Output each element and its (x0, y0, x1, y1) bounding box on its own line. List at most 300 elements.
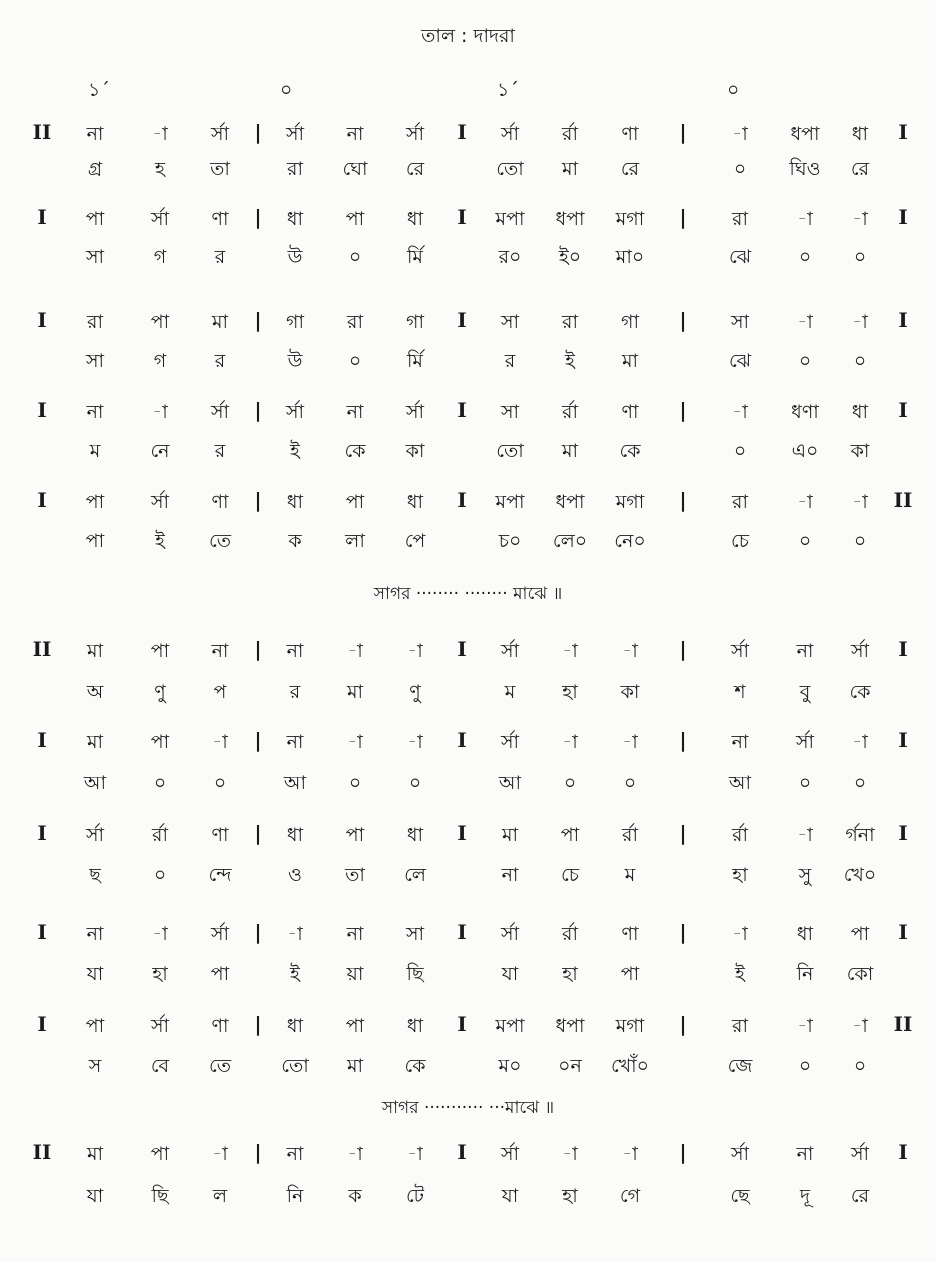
lyric-cell: ০ (348, 772, 362, 794)
lyric-cell: ০ (408, 772, 422, 794)
swara-cell: রা (347, 311, 363, 333)
lyric-cell: ০ (733, 440, 747, 462)
swara-cell: না (346, 123, 364, 145)
tal-mark: ১´ (497, 79, 519, 101)
swara-line (0, 637, 936, 673)
bar-line: | (679, 920, 687, 944)
lyric-cell: গে (619, 1185, 641, 1207)
swara-cell: রা (87, 311, 103, 333)
swara-cell: -া (852, 208, 868, 230)
bar-line: I (457, 920, 467, 944)
lyric-cell: পা (85, 530, 105, 552)
swara-cell: র্সা (85, 824, 105, 846)
lyric-cell: মা (346, 681, 364, 703)
lyric-cell: ছি (151, 1185, 169, 1207)
swara-cell: সা (500, 311, 520, 333)
swara-cell: ণা (621, 923, 639, 945)
lyric-cell: টে (405, 1185, 425, 1207)
lyric-cell: ই (290, 963, 300, 985)
swara-cell: র্সা (150, 491, 170, 513)
bar-line: I (37, 821, 47, 845)
swara-cell: পা (85, 1015, 105, 1037)
swara-cell: র্সা (500, 731, 520, 753)
lyric-cell: তা (210, 158, 230, 180)
lyric-cell: তে (209, 530, 231, 552)
swara-cell: না (346, 401, 364, 423)
tal-mark: ১´ (88, 79, 110, 101)
tal-markers (0, 76, 936, 106)
bar-line: I (457, 821, 467, 845)
swara-cell: র্সা (500, 1143, 520, 1165)
swara-cell: র্রা (562, 123, 578, 145)
lyric-cell: তো (281, 1055, 309, 1077)
lyric-cell: ক (348, 1185, 362, 1207)
bar-line: I (457, 120, 467, 144)
swara-cell: রা (732, 491, 748, 513)
swara-cell: ণা (211, 208, 229, 230)
swara-cell: না (286, 1143, 304, 1165)
bar-line: | (679, 308, 687, 332)
lyric-cell: র (214, 246, 226, 268)
swara-cell: পা (85, 491, 105, 513)
swara-line (0, 308, 936, 344)
lyric-cell: তো (496, 158, 524, 180)
swara-cell: সা (730, 311, 750, 333)
swara-cell: ধপা (555, 491, 585, 513)
lyric-cell: নি (796, 963, 814, 985)
lyric-cell: মা (561, 440, 579, 462)
lyric-cell: র্মি (407, 350, 423, 372)
lyric-cell: ছি (406, 963, 424, 985)
lyric-cell: য়া (346, 963, 364, 985)
lyric-cell: এ০ (791, 440, 819, 462)
lyric-cell: প (213, 681, 227, 703)
swara-cell: পা (560, 824, 580, 846)
lyric-cell: খে০ (843, 864, 877, 886)
swara-cell: রা (732, 208, 748, 230)
swara-cell: মগা (615, 208, 645, 230)
swara-cell: র্সা (210, 923, 230, 945)
swara-cell: ধা (851, 123, 869, 145)
lyric-cell: স (88, 1055, 102, 1077)
lyric-cell: লা (345, 530, 365, 552)
swara-line (0, 1140, 936, 1176)
lyric-cell: ম (89, 440, 101, 462)
swara-cell: ধা (406, 491, 424, 513)
swara-cell: ণা (211, 491, 229, 513)
bar-line: | (254, 120, 262, 144)
lyric-cell: গ (153, 246, 167, 268)
lyric-cell: র০ (498, 246, 522, 268)
swara-line (0, 120, 936, 156)
swara-cell: র্সা (405, 401, 425, 423)
swara-cell: -া (407, 731, 423, 753)
swara-cell: পা (150, 640, 170, 662)
lyric-line (0, 1182, 936, 1218)
lyric-cell: ০ (798, 246, 812, 268)
bar-line: I (898, 728, 908, 752)
swara-cell: -া (732, 401, 748, 423)
lyric-cell: ০ (153, 864, 167, 886)
lyric-line (0, 960, 936, 996)
swara-cell: র্রা (732, 824, 748, 846)
lyric-cell: রা (287, 158, 303, 180)
swara-cell: -া (562, 1143, 578, 1165)
lyric-cell: হা (562, 963, 578, 985)
swara-cell: র্সা (850, 1143, 870, 1165)
lyric-cell: র (289, 681, 301, 703)
swara-cell: মপা (495, 1015, 525, 1037)
bar-line: I (898, 920, 908, 944)
bar-line: | (254, 728, 262, 752)
swara-cell: মপা (495, 491, 525, 513)
swara-cell: রা (732, 1015, 748, 1037)
lyric-cell: ই০ (558, 246, 582, 268)
lyric-cell: ছ (89, 864, 101, 886)
swara-cell: ধা (406, 824, 424, 846)
swara-cell: না (796, 640, 814, 662)
bar-line: I (457, 728, 467, 752)
swara-cell: -া (152, 401, 168, 423)
lyric-cell: কে (619, 440, 641, 462)
swara-cell: না (346, 923, 364, 945)
bar-line: | (254, 637, 262, 661)
lyric-cell: নে০ (614, 530, 646, 552)
bar-line: I (898, 120, 908, 144)
lyric-cell: ল (212, 1185, 228, 1207)
bar-line: | (254, 308, 262, 332)
lyric-cell: নে (150, 440, 170, 462)
swara-line (0, 488, 936, 524)
swara-cell: না (286, 731, 304, 753)
lyric-cell: কো (846, 963, 874, 985)
bar-line: | (254, 1012, 262, 1036)
bar-line: | (254, 1140, 262, 1164)
swara-cell: -া (622, 1143, 638, 1165)
lyric-cell: ম০ (498, 1055, 522, 1077)
lyric-cell: ণু (409, 681, 421, 703)
lyric-cell: সা (85, 350, 105, 372)
lyric-cell: উ (287, 246, 303, 268)
bar-line: I (37, 488, 47, 512)
swara-cell: র্সা (285, 401, 305, 423)
lyric-cell: পা (620, 963, 640, 985)
swara-cell: -া (407, 1143, 423, 1165)
swara-cell: মা (211, 311, 229, 333)
swara-cell: -া (732, 123, 748, 145)
swara-cell: গা (406, 311, 424, 333)
swara-cell: পা (345, 824, 365, 846)
swara-cell: -া (562, 640, 578, 662)
swara-cell: মপা (495, 208, 525, 230)
lyric-cell: ০ (348, 246, 362, 268)
lyric-cell: ছে (730, 1185, 750, 1207)
lyric-cell: বু (799, 681, 811, 703)
swara-cell: -া (347, 1143, 363, 1165)
lyric-cell: নি (286, 1185, 304, 1207)
swara-cell: পা (345, 208, 365, 230)
lyric-cell: মা (621, 350, 639, 372)
lyric-cell: হ (155, 158, 165, 180)
lyric-cell: গ্র (87, 158, 103, 180)
lyric-cell: পে (404, 530, 426, 552)
lyric-cell: বে (150, 1055, 170, 1077)
lyric-cell: সু (798, 864, 812, 886)
swara-cell: -া (852, 491, 868, 513)
lyric-cell: ঘিও (789, 158, 821, 180)
swara-cell: ণা (211, 824, 229, 846)
swara-cell: ধপা (555, 1015, 585, 1037)
bar-line: I (457, 205, 467, 229)
swara-cell: -া (852, 1015, 868, 1037)
swara-cell: -া (212, 731, 228, 753)
lyric-cell: ম (504, 681, 516, 703)
swara-cell: গা (621, 311, 639, 333)
bar-line: I (37, 1012, 47, 1036)
bar-line: I (37, 728, 47, 752)
lyric-cell: কা (405, 440, 425, 462)
bar-line: | (254, 920, 262, 944)
lyric-cell: সা (85, 246, 105, 268)
lyric-cell: র্মি (407, 246, 423, 268)
lyric-cell: র (214, 440, 226, 462)
lyric-cell: মা (561, 158, 579, 180)
lyric-cell: কা (620, 681, 640, 703)
page-title: তাল : দাদরা (421, 25, 515, 47)
bar-line: I (457, 398, 467, 422)
lyric-cell: রে (620, 158, 640, 180)
lyric-line (0, 527, 936, 563)
lyric-line (0, 155, 936, 191)
bar-line: I (898, 821, 908, 845)
swara-cell: -া (152, 123, 168, 145)
lyric-cell: লে (404, 864, 426, 886)
swara-cell: না (86, 401, 104, 423)
swara-cell: ধা (286, 1015, 304, 1037)
lyric-line (0, 769, 936, 805)
bar-line: II (32, 1140, 52, 1164)
lyric-cell: র (504, 350, 516, 372)
swara-cell: র্সা (850, 640, 870, 662)
swara-cell: পা (150, 731, 170, 753)
swara-cell: -া (562, 731, 578, 753)
swara-cell: র্সা (285, 123, 305, 145)
swara-cell: ধণা (791, 401, 819, 423)
bar-line: | (679, 120, 687, 144)
swara-cell: মা (86, 731, 104, 753)
swara-cell: না (86, 923, 104, 945)
swara-cell: সা (405, 923, 425, 945)
lyric-cell: যা (501, 1185, 519, 1207)
bar-line: | (679, 1140, 687, 1164)
swara-cell: -া (407, 640, 423, 662)
swara-cell: পা (150, 311, 170, 333)
swara-cell: ধা (286, 208, 304, 230)
swara-cell: সা (500, 401, 520, 423)
swara-cell: -া (852, 731, 868, 753)
bar-line: I (37, 205, 47, 229)
swara-cell: ধপা (790, 123, 820, 145)
bar-line: I (898, 398, 908, 422)
lyric-cell: যা (501, 963, 519, 985)
swara-cell: -া (347, 640, 363, 662)
lyric-line (0, 243, 936, 279)
bar-line: | (679, 728, 687, 752)
swara-cell: র্রা (562, 401, 578, 423)
swara-cell: র্রা (622, 824, 638, 846)
swara-cell: র্রা (562, 923, 578, 945)
lyric-cell: ঝে (728, 350, 752, 372)
swara-cell: ধা (286, 491, 304, 513)
swara-cell: পা (85, 208, 105, 230)
swara-cell: মা (501, 824, 519, 846)
lyric-cell: চে (731, 530, 749, 552)
swara-cell: র্সা (210, 401, 230, 423)
lyric-cell: জে (727, 1055, 753, 1077)
swara-cell: র্সা (405, 123, 425, 145)
bar-line: | (679, 821, 687, 845)
bar-line: | (679, 637, 687, 661)
lyric-cell: ণু (154, 681, 166, 703)
swara-cell: ধা (286, 824, 304, 846)
lyric-cell: ০ (153, 772, 167, 794)
swara-cell: র্রা (152, 824, 168, 846)
lyric-cell: র (214, 350, 226, 372)
lyric-cell: ০ (348, 350, 362, 372)
bar-line: II (893, 488, 913, 512)
lyric-cell: কে (344, 440, 366, 462)
swara-cell: র্সা (500, 923, 520, 945)
swara-cell: পা (345, 1015, 365, 1037)
lyric-cell: হা (732, 864, 748, 886)
swara-cell: ণা (621, 123, 639, 145)
lyric-cell: ঘো (342, 158, 368, 180)
lyric-cell: কা (850, 440, 870, 462)
lyric-cell: আ (728, 772, 752, 794)
lyric-cell: গ (153, 350, 167, 372)
swara-cell: মা (86, 1143, 104, 1165)
swara-cell: মা (86, 640, 104, 662)
swara-cell: র্গনা (845, 824, 875, 846)
bar-line: II (32, 637, 52, 661)
bar-line: I (457, 308, 467, 332)
refrain-line: সাগর ··········· ···মাঝে ॥ (381, 1098, 555, 1118)
swara-cell: পা (345, 491, 365, 513)
bar-line: I (898, 1140, 908, 1164)
swara-cell: না (731, 731, 749, 753)
bar-line: I (898, 205, 908, 229)
lyric-cell: ০ (853, 246, 867, 268)
swara-cell: র্সা (210, 123, 230, 145)
lyric-cell: ০ (623, 772, 637, 794)
lyric-cell: কে (849, 681, 871, 703)
swara-cell: ণা (621, 401, 639, 423)
lyric-cell: ০ (853, 530, 867, 552)
swara-cell: ধা (406, 1015, 424, 1037)
swara-line (0, 728, 936, 764)
bar-line: | (254, 398, 262, 422)
bar-line: | (254, 821, 262, 845)
lyric-cell: হা (562, 681, 578, 703)
swara-line (0, 205, 936, 241)
swara-cell: -া (212, 1143, 228, 1165)
swara-cell: -া (797, 311, 813, 333)
swara-cell: -া (732, 923, 748, 945)
bar-line: I (37, 398, 47, 422)
lyric-cell: মা (346, 1055, 364, 1077)
lyric-cell: পা (210, 963, 230, 985)
lyric-cell: তো (496, 440, 524, 462)
bar-line: I (37, 920, 47, 944)
lyric-cell: চে (561, 864, 579, 886)
lyric-cell: তা (345, 864, 365, 886)
swara-cell: পা (150, 1143, 170, 1165)
swara-cell: র্সা (150, 1015, 170, 1037)
bar-line: I (457, 637, 467, 661)
bar-line: | (254, 488, 262, 512)
lyric-cell: হা (152, 963, 168, 985)
lyric-cell: ০ (213, 772, 227, 794)
swara-cell: র্সা (500, 640, 520, 662)
swara-cell: -া (287, 923, 303, 945)
lyric-cell: ০ (853, 1055, 867, 1077)
lyric-line (0, 1052, 936, 1088)
swara-line (0, 920, 936, 956)
lyric-cell: শ (734, 681, 746, 703)
lyric-cell: ই (565, 350, 575, 372)
swara-cell: পা (850, 923, 870, 945)
swara-cell: -া (797, 824, 813, 846)
swara-cell: -া (797, 1015, 813, 1037)
tal-mark: ০ (727, 79, 740, 101)
swara-cell: মগা (615, 491, 645, 513)
lyric-cell: ০ (733, 158, 747, 180)
bar-line: I (37, 308, 47, 332)
lyric-cell: চ০ (498, 530, 522, 552)
swara-line (0, 398, 936, 434)
lyric-cell: ক (288, 530, 302, 552)
swara-cell: র্সা (500, 123, 520, 145)
swara-cell: -া (797, 491, 813, 513)
lyric-line (0, 861, 936, 897)
lyric-cell: রে (850, 1185, 870, 1207)
lyric-cell: যা (86, 963, 104, 985)
swara-cell: -া (852, 311, 868, 333)
swara-cell: ধপা (555, 208, 585, 230)
swara-cell: র্সা (150, 208, 170, 230)
swara-cell: -া (622, 640, 638, 662)
swara-cell: ধা (406, 208, 424, 230)
lyric-cell: অ (86, 681, 104, 703)
lyric-cell: ম (624, 864, 636, 886)
lyric-cell: ন্দে (208, 864, 232, 886)
tal-mark: ০ (280, 79, 293, 101)
lyric-cell: না (501, 864, 519, 886)
swara-line (0, 821, 936, 857)
lyric-cell: ০ (798, 530, 812, 552)
lyric-cell: কে (404, 1055, 426, 1077)
swara-cell: ণা (211, 1015, 229, 1037)
bar-line: | (679, 205, 687, 229)
lyric-cell: ০ (798, 772, 812, 794)
lyric-cell: ই (155, 530, 165, 552)
bar-line: | (254, 205, 262, 229)
lyric-line (0, 437, 936, 473)
swara-cell: না (211, 640, 229, 662)
lyric-cell: ০ (798, 1055, 812, 1077)
swara-cell: না (796, 1143, 814, 1165)
lyric-cell: তে (209, 1055, 231, 1077)
